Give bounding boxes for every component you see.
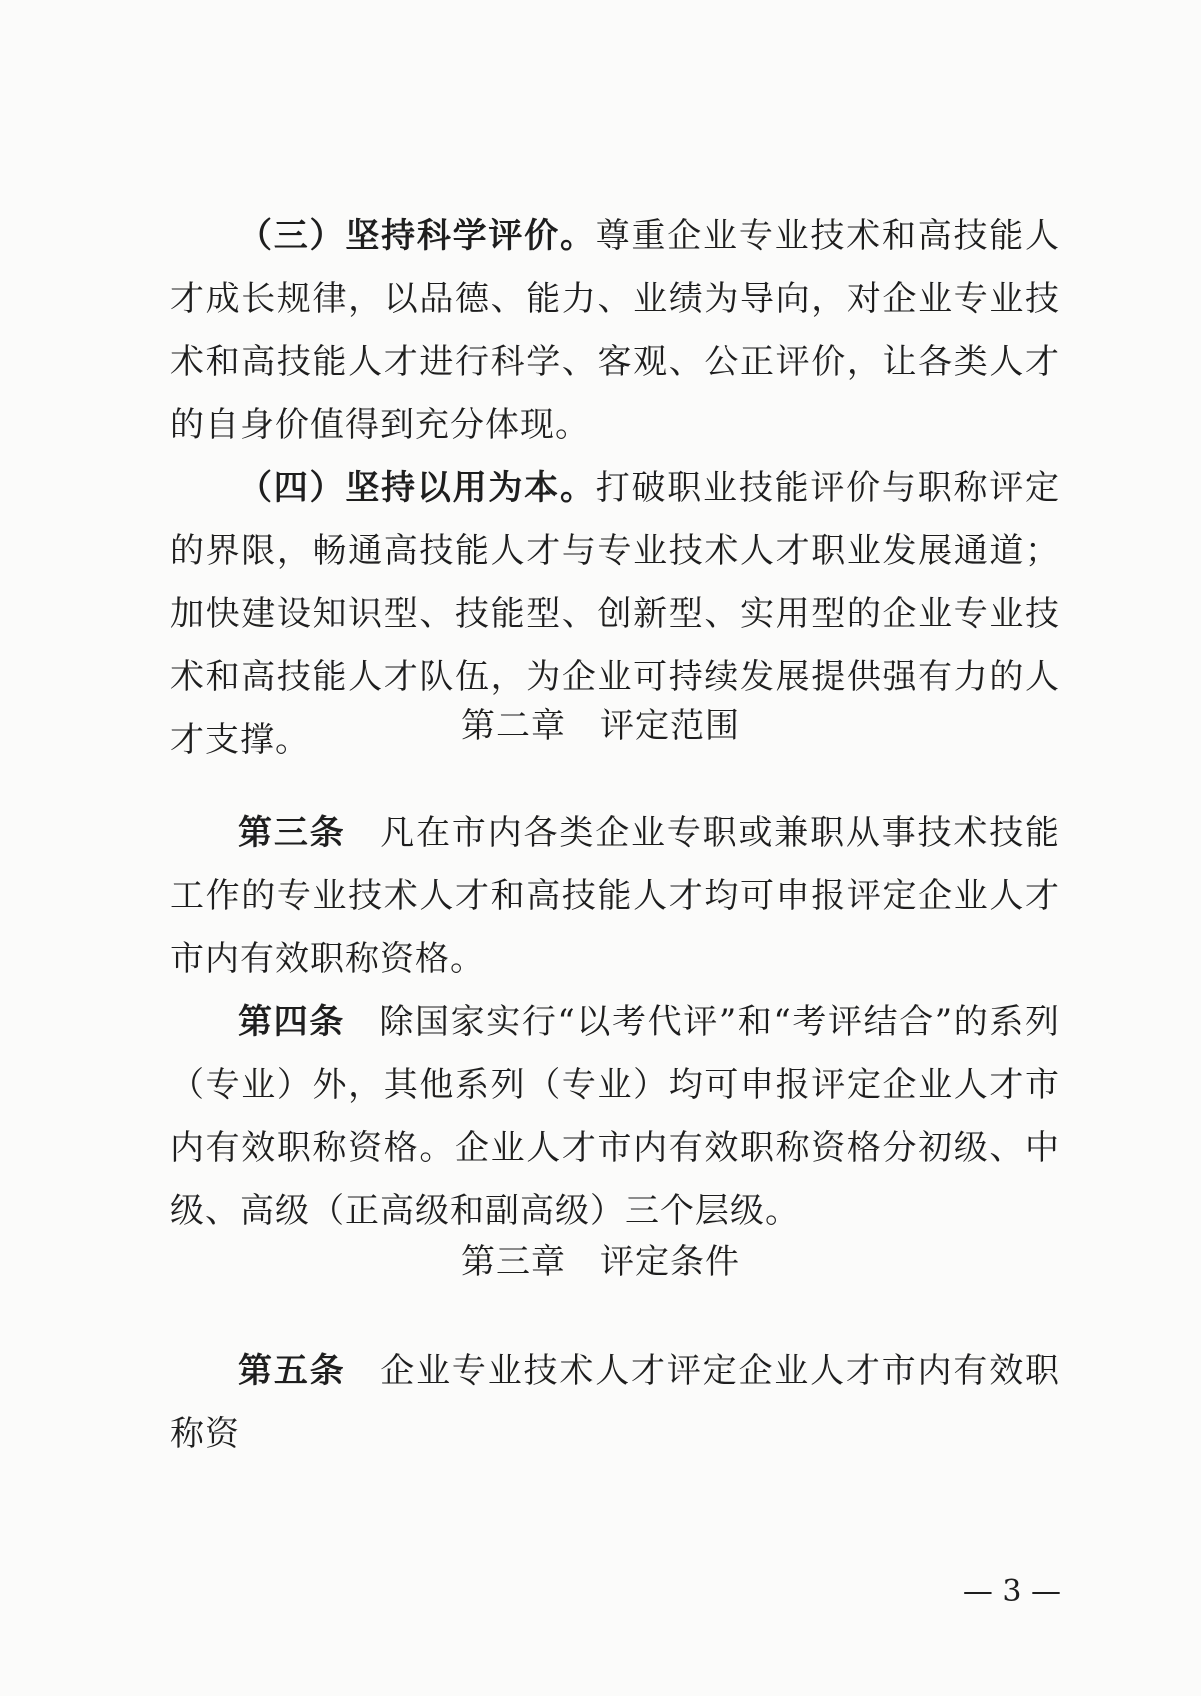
chapter-3-title: 评定条件 [600,1242,740,1282]
principle-4-text: 打破职业技能评价与职称评定的界限，畅通高技能人才与专业技术人才职业发展通道；加快建设知识型、技能型、创新型、实用型的企业专业技术和高技能人才队伍，为企业可持续发展提供强有力的人才支撑。 [170,468,1061,760]
article-3-text: 凡在市内各类企业专职或兼职从事技术技能工作的专业技术人才和高技能人才均可申报评定企业人才市内有效职称资格。 [170,813,1061,979]
paragraph-principle-3 [170,205,1060,457]
chapter-3-number: 第三章 [461,1242,566,1282]
article-4-text: 除国家实行“以考代评”和“考评结合”的系列（专业）外，其他系列（专业）均可申报评定企业人才市内有效职称资格。企业人才市内有效职称资格分初级、中级、高级（正高级和副高级）三个层级。 [170,1002,1060,1231]
chapter-3-heading [0,1240,1201,1284]
chapter-2-title: 评定范围 [600,706,740,746]
article-3-label: 第三条 [238,813,346,853]
conditions-articles [170,1340,1060,1466]
article-4-label: 第四条 [238,1002,345,1042]
chapter-2-heading [0,704,1201,748]
article-4 [170,991,1060,1243]
principle-3-heading: （三）坚持科学评价。 [238,216,596,256]
chapter-2-number: 第二章 [461,706,566,746]
article-5-text: 企业专业技术人才评定企业人才市内有效职称资 [170,1351,1061,1454]
scope-articles [170,802,1060,1243]
page-number: — 3 — [962,1574,1061,1609]
principles-section [170,205,1060,772]
article-5 [170,1340,1060,1466]
principle-4-heading: （四）坚持以用为本。 [238,468,596,508]
principle-3-text: 尊重企业专业技术和高技能人才成长规律，以品德、能力、业绩为导向，对企业专业技术和高技能人才进行科学、客观、公正评价，让各类人才的自身价值得到充分体现。 [170,216,1061,445]
article-3 [170,802,1060,991]
article-5-label: 第五条 [238,1351,346,1391]
